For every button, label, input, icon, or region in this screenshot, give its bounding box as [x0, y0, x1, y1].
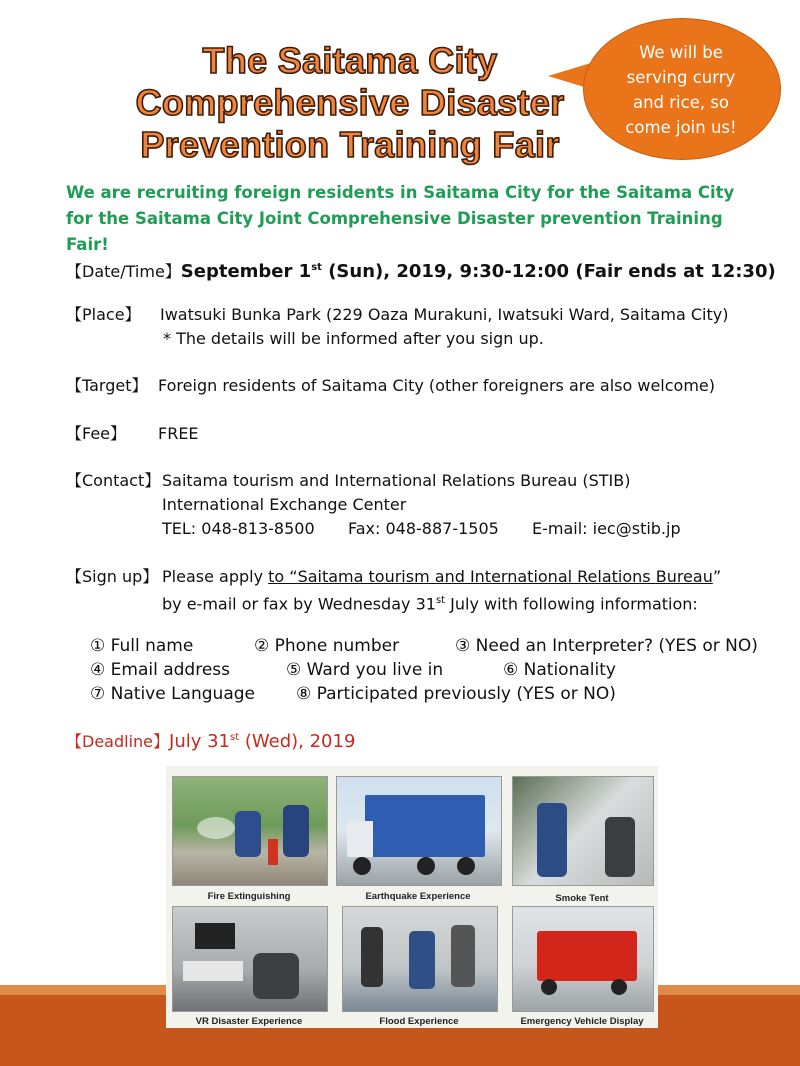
contact-label: 【Contact】 [66, 471, 161, 490]
signup-line-2: by e-mail or fax by Wednesday 31st July with following information: [162, 594, 698, 614]
place-line-2: * The details will be informed after you sign up. [163, 329, 544, 348]
title-line-1: The Saitama City [202, 40, 498, 81]
contact-line-1: Saitama tourism and International Relations Bureau (STIB) [162, 471, 631, 490]
fee-label: 【Fee】 [66, 424, 127, 443]
photo-earthquake-experience [336, 776, 502, 886]
bubble-line-3: and rice, so [632, 93, 730, 112]
caption-earthquake-experience: Earthquake Experience [365, 891, 471, 902]
info-item-nationality: ⑥ Nationality [503, 660, 616, 680]
title-line-3: Prevention Training Fair [140, 124, 560, 165]
bubble-line-2: serving curry [626, 68, 736, 87]
info-item-email: ④ Email address [90, 660, 231, 680]
bubble-line-4: come join us! [625, 118, 737, 137]
contact-email[interactable]: E-mail: iec@stib.jp [532, 519, 681, 538]
deadline [66, 729, 355, 752]
place-label: 【Place】 [66, 305, 141, 324]
caption-smoke-tent: Smoke Tent [555, 893, 609, 904]
date-label: 【Date/Time】 [66, 262, 181, 281]
speech-bubble-text [595, 40, 767, 140]
photo-vr-disaster-experience [172, 906, 328, 1012]
contact-tel: TEL: 048-813-8500 [162, 519, 315, 538]
photo-collage [166, 766, 658, 1028]
photo-flood-experience [342, 906, 498, 1012]
info-item-participated: ⑧ Participated previously (YES or NO) [296, 684, 616, 704]
info-item-full-name: ① Full name [90, 636, 194, 656]
title-line-2: Comprehensive Disaster [135, 82, 565, 123]
signup-link[interactable]: to “Saitama tourism and International Relations Bureau [268, 567, 713, 586]
deadline-value: July 31st (Wed), 2019 [169, 731, 356, 752]
photo-emergency-vehicle-display [512, 906, 654, 1012]
target-text: Foreign residents of Saitama City (other foreigners are also welcome) [158, 376, 716, 395]
photo-fire-extinguishing [172, 776, 328, 886]
flyer-title [100, 40, 600, 166]
caption-flood-experience: Flood Experience [379, 1016, 459, 1027]
deadline-label: 【Deadline】 [66, 732, 170, 751]
fee-text: FREE [158, 424, 199, 443]
date-row [66, 256, 776, 284]
contact-fax: Fax: 048-887-1505 [348, 519, 499, 538]
info-item-language: ⑦ Native Language [90, 684, 255, 704]
caption-fire-extinguishing: Fire Extinguishing [207, 891, 291, 902]
photo-smoke-tent [512, 776, 654, 886]
date-value: September 1st (Sun), 2019, 9:30-12:00 (Fair ends at 12:30) [180, 261, 776, 282]
contact-line-2: International Exchange Center [162, 495, 407, 514]
info-item-phone: ② Phone number [254, 636, 400, 656]
signup-line-1: Please apply to “Saitama tourism and International Relations Bureau” [162, 567, 722, 586]
intro-text: We are recruiting foreign residents in Saitama City for the Saitama City for the Saitama City Joint Comprehensive Disaster prevention Training Fair! [66, 183, 735, 254]
info-item-ward: ⑤ Ward you live in [286, 660, 444, 680]
bubble-line-1: We will be [639, 43, 723, 62]
place-line-1: Iwatsuki Bunka Park (229 Oaza Murakuni, Iwatsuki Ward, Saitama City) [160, 305, 729, 324]
caption-vr-disaster-experience: VR Disaster Experience [195, 1016, 303, 1027]
target-label: 【Target】 [66, 376, 148, 395]
info-item-interpreter: ③ Need an Interpreter? (YES or NO) [455, 636, 758, 656]
caption-emergency-vehicle-display: Emergency Vehicle Display [520, 1016, 644, 1027]
signup-label: 【Sign up】 [66, 567, 159, 586]
